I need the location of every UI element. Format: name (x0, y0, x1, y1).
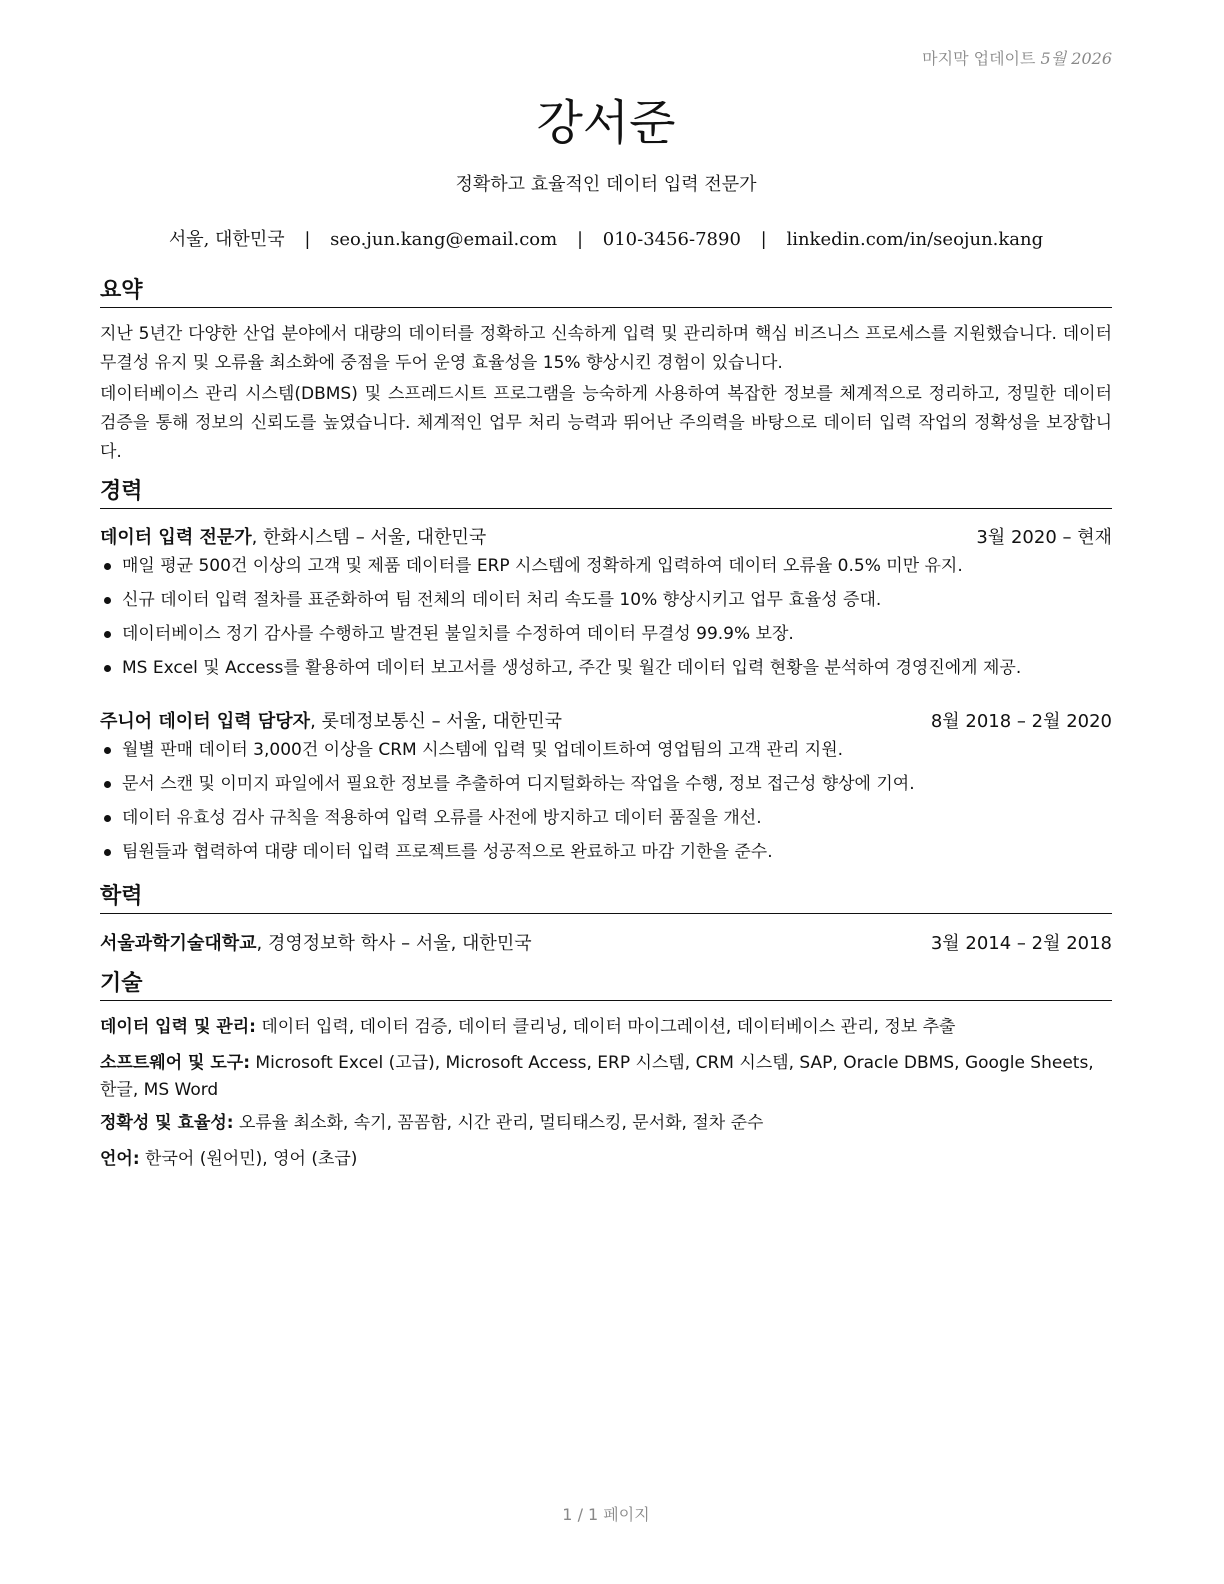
job-dates: 8월 2018 – 2월 2020 (930, 711, 1112, 732)
skill-value: 오류율 최소화, 속기, 꼼꼼함, 시간 관리, 멀티태스킹, 문서화, 절차 준수 (233, 1113, 764, 1133)
contact-email-link[interactable]: seo.jun.kang@email.com (330, 229, 558, 250)
candidate-tagline: 정확하고 효율적인 데이터 입력 전문가 (455, 174, 757, 195)
list-item: 데이터베이스 정기 감사를 수행하고 발견된 불일치를 수정하여 데이터 무결성 99.9% 보장. (100, 620, 1112, 654)
list-item: MS Excel 및 Access를 활용하여 데이터 보고서를 생성하고, 주간 및 월간 데이터 입력 현황을 분석하여 경영진에게 제공. (100, 654, 1112, 688)
contact-separator: | (304, 229, 311, 250)
candidate-name: 강서준 (536, 95, 676, 151)
job-role: 데이터 입력 전문가 (100, 527, 252, 548)
contact-phone: 010-3456-7890 (602, 229, 741, 250)
section-title-summary: 요약 (100, 277, 1112, 308)
list-item: 월별 판매 데이터 3,000건 이상을 CRM 시스템에 입력 및 업데이트하여 영업팀의 고객 관리 지원. (100, 736, 1112, 770)
skill-key: 정확성 및 효율성: (100, 1113, 234, 1133)
skill-value: 한국어 (원어민), 영어 (초급) (139, 1149, 358, 1169)
skill-line (100, 1014, 1112, 1041)
page-number: 1 / 1 페이지 (562, 1505, 650, 1524)
contact-location: 서울, 대한민국 (168, 229, 285, 250)
skill-line (100, 1050, 1112, 1104)
contact-line (100, 225, 1112, 251)
last-updated-month: 5월 (1040, 49, 1067, 68)
skill-value: Microsoft Excel (고급), Microsoft Access, ERP 시스템, CRM 시스템, SAP, Oracle DBMS, Google Sheets, 한글, MS Word (100, 1053, 1094, 1100)
skill-line (100, 1146, 1112, 1173)
school-name: 서울과학기술대학교 (100, 933, 257, 954)
job-org: , 롯데정보통신 – 서울, 대한민국 (310, 711, 563, 732)
list-item: 매일 평균 500건 이상의 고객 및 제품 데이터를 ERP 시스템에 정확하게 입력하여 데이터 오류율 0.5% 미만 유지. (100, 552, 1112, 586)
education-dates: 3월 2014 – 2월 2018 (930, 933, 1112, 954)
job-bullets-1 (100, 552, 1112, 688)
list-item: 데이터 유효성 검사 규칙을 적용하여 입력 오류를 사전에 방지하고 데이터 품질을 개선. (100, 804, 1112, 838)
last-updated (922, 46, 1112, 69)
section-title-education: 학력 (100, 883, 1112, 914)
education-row (100, 929, 1112, 955)
job-role: 주니어 데이터 입력 담당자 (100, 711, 311, 732)
contact-separator: | (760, 229, 767, 250)
contact-linkedin-link[interactable]: linkedin.com/in/seojun.kang (786, 229, 1044, 250)
last-updated-year: 2026 (1071, 49, 1112, 68)
last-updated-label: 마지막 업데이트 (922, 49, 1036, 68)
skill-line (100, 1110, 1112, 1137)
degree-detail: , 경영정보학 학사 – 서울, 대한민국 (256, 933, 532, 954)
skill-key: 데이터 입력 및 관리: (100, 1017, 256, 1037)
section-title-skills: 기술 (100, 970, 1112, 1001)
contact-separator: | (576, 229, 584, 250)
resume-page (100, 0, 1112, 1584)
job-bullets-2 (100, 736, 1112, 872)
skill-key: 소프트웨어 및 도구: (100, 1053, 251, 1073)
job-header-2 (100, 707, 1112, 733)
section-title-experience: 경력 (100, 478, 1112, 509)
list-item: 팀원들과 협력하여 대량 데이터 입력 프로젝트를 성공적으로 완료하고 마감 기한을 준수. (100, 838, 1112, 872)
job-org: , 한화시스템 – 서울, 대한민국 (251, 527, 487, 548)
summary-paragraph-1: 지난 5년간 다양한 산업 분야에서 대량의 데이터를 정확하고 신속하게 입력 및 관리하며 핵심 비즈니스 프로세스를 지원했습니다. 데이터 무결성 유지 및 오류율 최소화에 중점을 두어 운영 효율성을 15% 향상시킨 경험이 있습니다. (100, 324, 1112, 373)
list-item: 신규 데이터 입력 절차를 표준화하여 팀 전체의 데이터 처리 속도를 10% 향상시키고 업무 효율성 증대. (100, 586, 1112, 620)
job-header-1 (100, 523, 1112, 549)
summary-paragraph-2: 데이터베이스 관리 시스템(DBMS) 및 스프레드시트 프로그램을 능숙하게 사용하여 복잡한 정보를 체계적으로 정리하고, 정밀한 데이터 검증을 통해 정보의 신뢰도를 높였습니다. 체계적인 업무 처리 능력과 뛰어난 주의력을 바탕으로 데이터 입력 작업의 정확성을 보장합니다. (100, 384, 1112, 462)
skill-value: 데이터 입력, 데이터 검증, 데이터 클리닝, 데이터 마이그레이션, 데이터베이스 관리, 정보 추출 (255, 1017, 956, 1037)
skill-key: 언어: (100, 1149, 140, 1169)
list-item: 문서 스캔 및 이미지 파일에서 필요한 정보를 추출하여 디지털화하는 작업을 수행, 정보 접근성 향상에 기여. (100, 770, 1112, 804)
job-dates: 3월 2020 – 현재 (976, 527, 1112, 548)
